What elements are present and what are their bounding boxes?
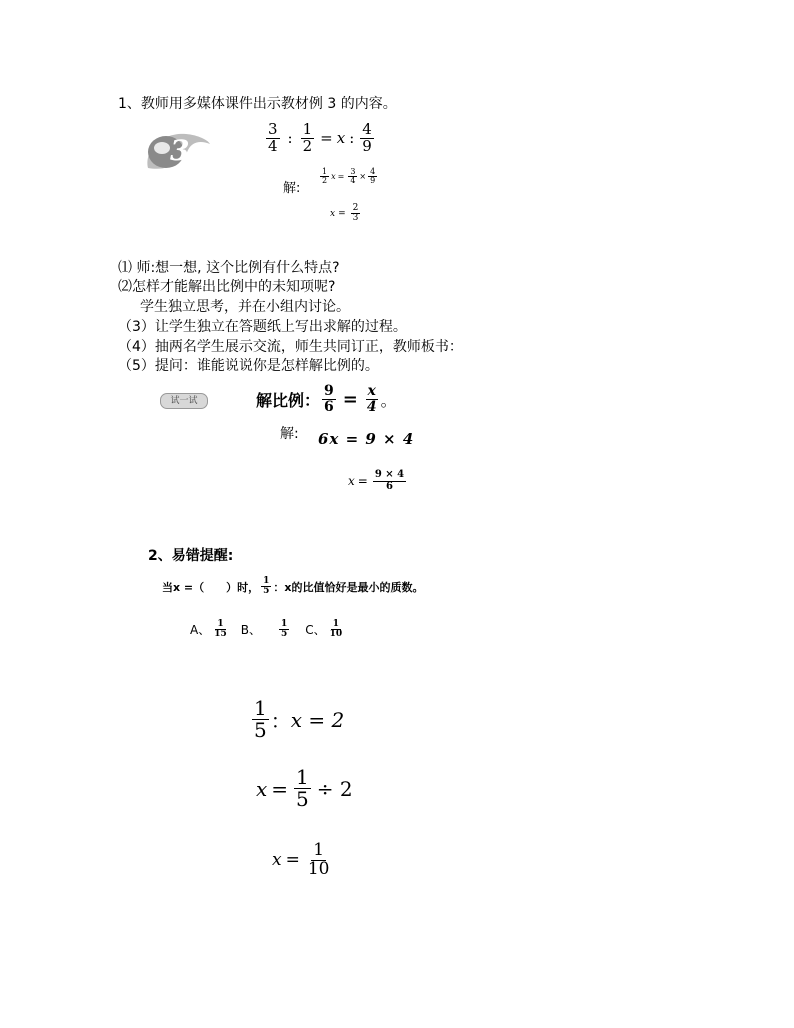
example-step-1: $\frac{1}{2}$ x = $\frac{3}{4}$ × $\frac{4}{9}$ [322, 167, 376, 186]
example-3-badge [140, 128, 212, 178]
step-item-2: ⑵怎样才能解出比例中的未知项呢? [118, 279, 336, 295]
section2-title: 2、易错提醒: [148, 548, 234, 564]
section1-title: 1、教师用多媒体课件出示教材例 3 的内容。 [118, 96, 397, 112]
try-badge: 试一试 [160, 393, 208, 409]
badge-number: 3 [170, 134, 190, 167]
try-label: 解比例： [256, 390, 321, 410]
try-solve-label: 解: [280, 426, 299, 442]
step-item-5: （4）抽两名学生展示交流，师生共同订正，教师板书： [118, 339, 463, 355]
section2-options [190, 620, 346, 640]
option-a: A、 $\frac{1}{15}$ [190, 619, 227, 640]
step-item-1: ⑴ 师:想一想, 这个比例有什么特点? [118, 260, 340, 276]
solution-step-3: x = $\frac{1}{10}$ [272, 840, 330, 879]
option-b: B、 $\frac{1}{5}$ [240, 619, 288, 640]
solution-step-2: x = $\frac{1}{5}$ ÷ 2 [256, 765, 353, 811]
fraction-c: $\frac{4}{9}$ [362, 120, 372, 155]
option-c: C、 $\frac{1}{10}$ [305, 619, 343, 640]
solution-step-1: $\frac{1}{5}$ ： x = 2 [254, 696, 345, 742]
try-step-1: 6x = 9 × 4 [318, 430, 415, 448]
example-equation: $\frac{3}{4}$ : $\frac{1}{2}$ = x : $\frac{4}{9}$ [268, 120, 372, 155]
step-item-6: （5）提问：谁能说说你是怎样解比例的。 [118, 358, 379, 374]
section2-question: 当x =（ ）时， $\frac{1}{5}$ ：x的比值恰好是最小的质数。 [162, 576, 424, 597]
step-item-3: 学生独立思考，并在小组内讨论。 [140, 299, 350, 315]
try-equation: 解比例： $\frac{9}{6}$ = $\frac{x}{4}$ 。 [256, 383, 397, 415]
example-step-2: x = $\frac{2}{3}$ [330, 203, 359, 224]
try-step-2: x = $\frac{9 \times 4}{6}$ [348, 469, 405, 492]
fraction-a: $\frac{3}{4}$ [268, 120, 278, 155]
fraction-b: $\frac{1}{2}$ [302, 120, 313, 155]
step-item-4: （3）让学生独立在答题纸上写出求解的过程。 [118, 319, 407, 335]
solve-label: 解: [283, 181, 301, 196]
